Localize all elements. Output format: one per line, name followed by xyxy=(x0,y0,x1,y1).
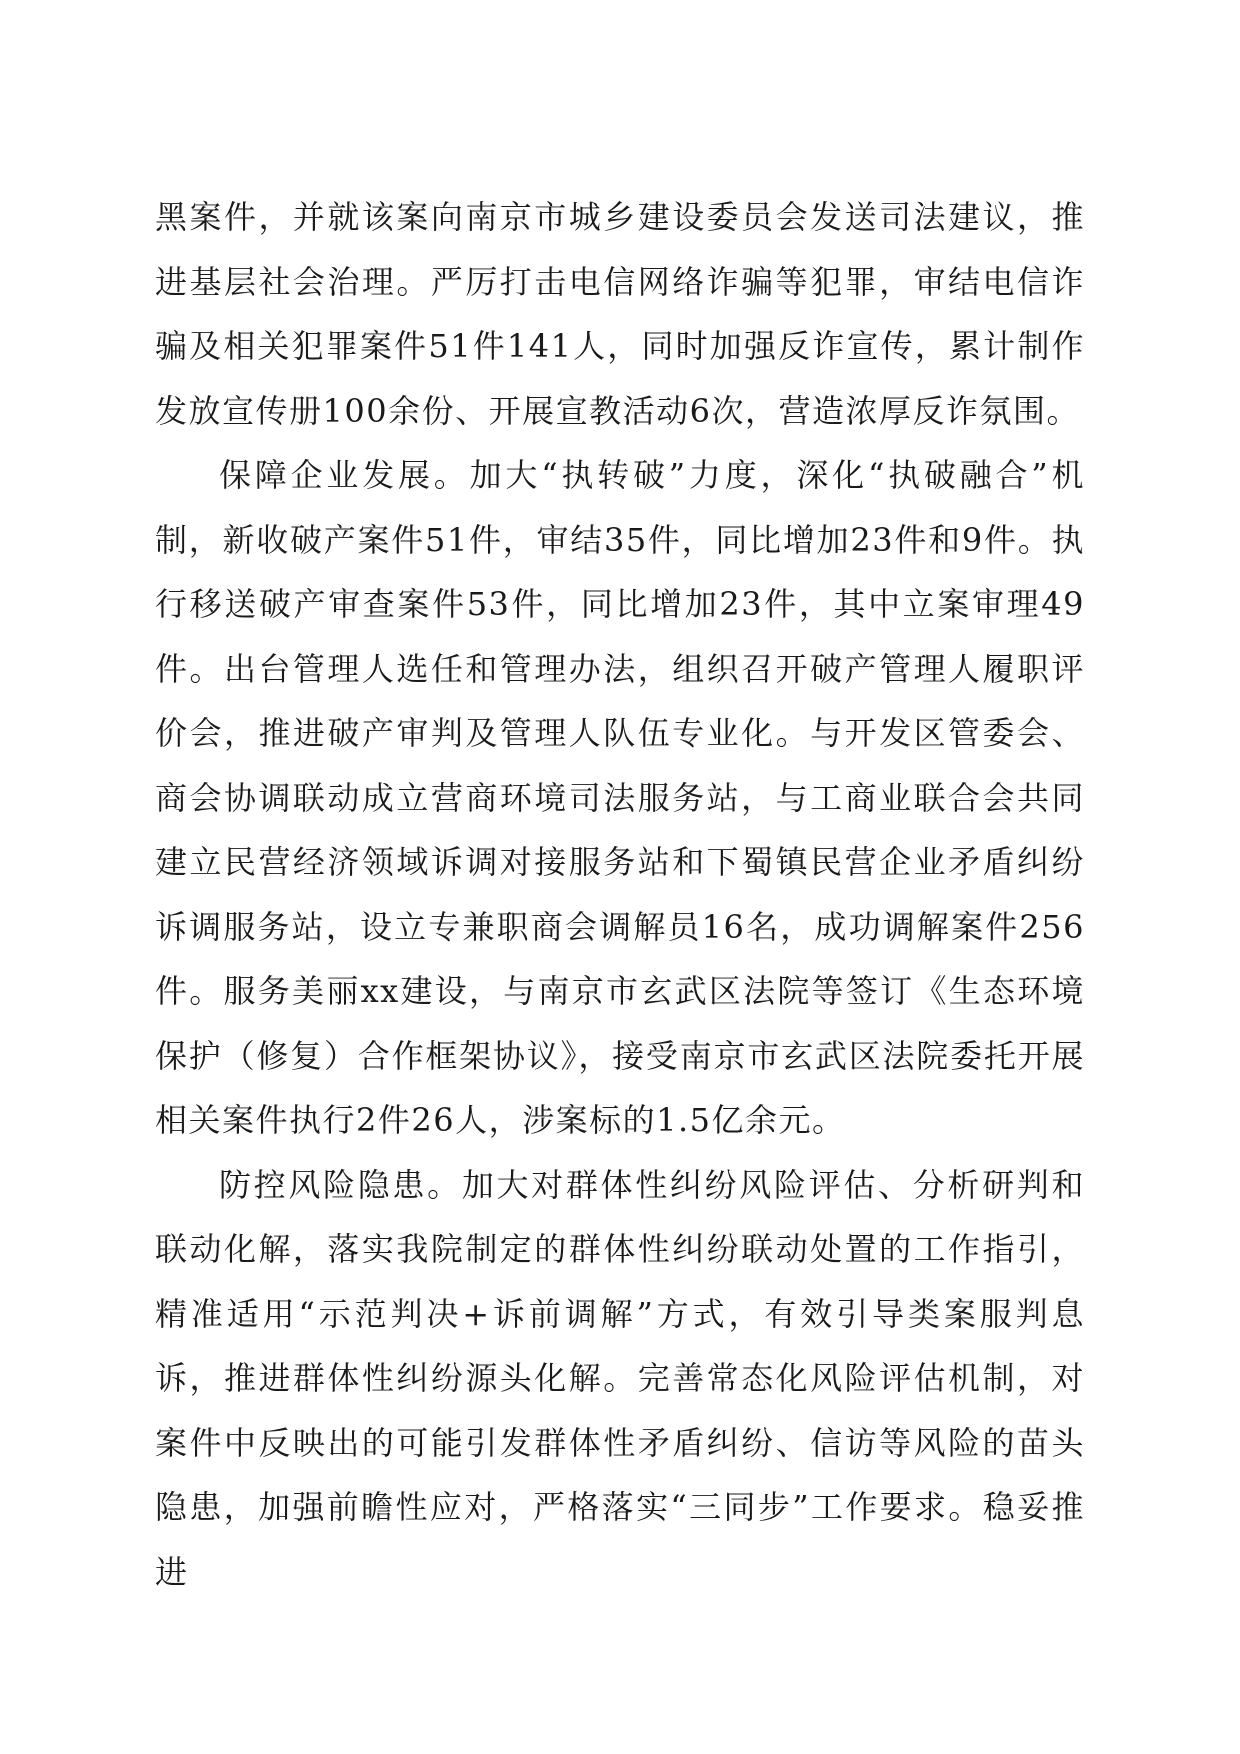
paragraph-text: 加大“执转破”力度，深化“执破融合”机制，新收破产案件51件，审结35件，同比增加23件和9件。执行移送破产审查案件53件，同比增加23件，其中立案审理49件。出台管理人选任和管理办法，组织召开破产管理人履职评价会，推进破产审判及管理人队伍专业化。与开发区管委会、商会协调联动成立营商环境司法服务站，与工商业联合会共同建立民营经济领域诉调对接服务站和下蜀镇民营企业矛盾纠纷诉调服务站，设立专兼职商会调解员16名，成功调解案件256件。服务美丽xx建设，与南京市玄武区法院等签订《生态环境保护（修复）合作框架协议》，接受南京市玄武区法院委托开展相关案件执行2件26人，涉案标的1.5亿余元。 xyxy=(155,456,1085,1139)
paragraph-heading: 保障企业发展。 xyxy=(219,456,470,494)
paragraph-risk-prevention xyxy=(155,1153,1085,1605)
paragraph-text: 加大对群体性纠纷风险评估、分析研判和联动化解，落实我院制定的群体性纠纷联动处置的工作指引，精准适用“示范判决+诉前调解”方式，有效引导类案服判息诉，推进群体性纠纷源头化解。完善常态化风险评估机制，对案件中反映出的可能引发群体性矛盾纠纷、信访等风险的苗头隐患，加强前瞻性应对，严格落实“三同步”工作要求。稳妥推进 xyxy=(155,1165,1085,1591)
paragraph-crime-governance xyxy=(155,185,1085,443)
paragraph-enterprise-development xyxy=(155,443,1085,1153)
paragraph-heading: 防控风险隐患。 xyxy=(219,1165,462,1204)
document-body xyxy=(155,185,1085,1604)
paragraph-text: 黑案件，并就该案向南京市城乡建设委员会发送司法建议，推进基层社会治理。严厉打击电信网络诈骗等犯罪，审结电信诈骗及相关犯罪案件51件141人，同时加强反诈宣传，累计制作发放宣传册100余份、开展宣教活动6次，营造浓厚反诈氛围。 xyxy=(155,198,1085,430)
